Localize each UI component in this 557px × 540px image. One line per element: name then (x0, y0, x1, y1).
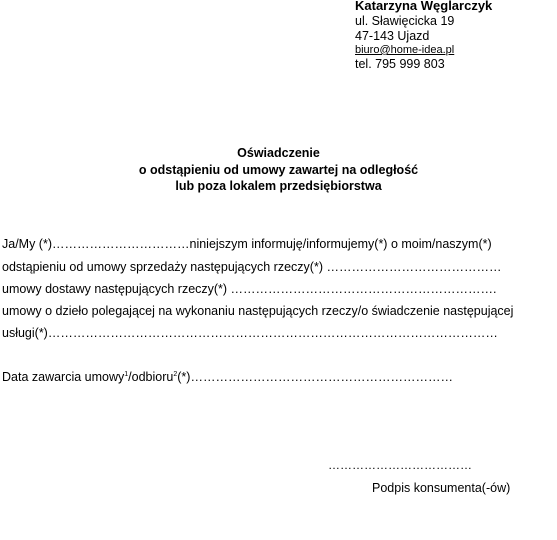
body-line-5: usługi(*)……………………………………………………………………………………………… (2, 326, 498, 340)
body-line-2: odstąpieniu od umowy sprzedaży następujących rzeczy(*) …………………………………… (2, 260, 502, 274)
body-line-3: umowy dostawy następujących rzeczy(*) ………………………………………………………. (2, 282, 497, 296)
footnote-2: 2 (173, 371, 178, 378)
signature-line: ……………………………… (328, 458, 472, 472)
date-middle: /odbioru (128, 370, 174, 384)
title-line-1: Oświadczenie (237, 146, 320, 160)
date-prefix: Data zawarcia umowy (2, 370, 125, 384)
title-line-3: lub poza lokalem przedsiębiorstwa (175, 179, 382, 193)
body-line-1: Ja/My (*)……………………………niniejszym informuję/informujemy(*) o moim/naszym(*) (2, 237, 492, 251)
footnote-1: 1 (124, 371, 129, 378)
sender-name: Katarzyna Węglarczyk (355, 0, 493, 13)
sender-street: ul. Sławięcicka 19 (355, 14, 455, 28)
sender-email-link[interactable]: biuro@home-idea.pl (355, 44, 455, 56)
sender-city: 47-143 Ujazd (355, 29, 430, 43)
date-suffix: (*)……………………………………………………… (177, 370, 453, 384)
signature-label: Podpis konsumenta(-ów) (372, 481, 511, 495)
contract-date-line (2, 370, 453, 384)
title-line-2: o odstąpieniu od umowy zawartej na odległość (138, 163, 419, 177)
body-line-4: umowy o dzieło polegającej na wykonaniu następujących rzeczy/o świadczenie następującej (2, 304, 514, 318)
sender-phone: tel. 795 999 803 (355, 57, 445, 71)
